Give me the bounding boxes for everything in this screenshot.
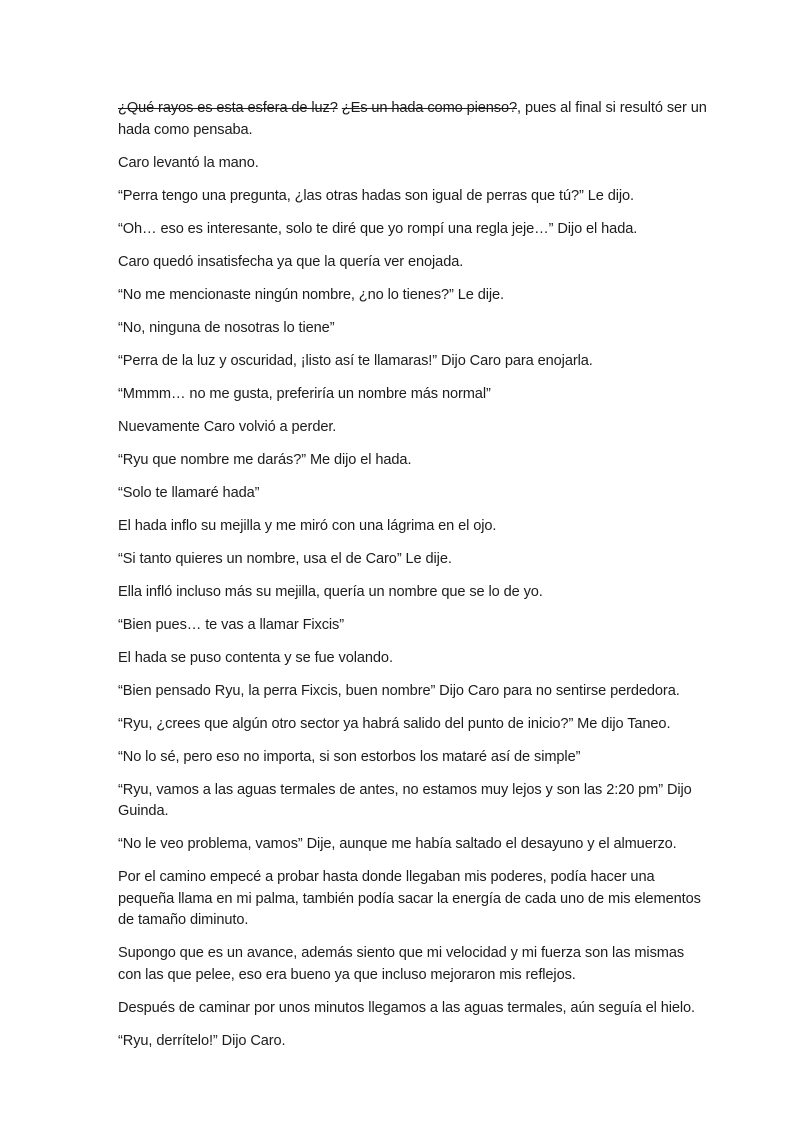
paragraph: “Bien pensado Ryu, la perra Fixcis, buen nombre” Dijo Caro para no sentirse perdedora.	[118, 682, 680, 699]
struck-question-2: ¿Es un hada como pienso?	[341, 100, 518, 116]
paragraph: “Perra tengo una pregunta, ¿las otras hadas son igual de perras que tú?” Le dijo.	[118, 187, 634, 204]
paragraph: “Mmmm… no me gusta, preferiría un nombre más normal”	[118, 385, 491, 402]
paragraph: El hada se puso contenta y se fue volando.	[118, 649, 393, 666]
paragraph-intro	[118, 98, 708, 141]
paragraph: “Ryu que nombre me darás?” Me dijo el hada.	[118, 451, 412, 468]
paragraph: Ella infló incluso más su mejilla, quería un nombre que se lo de yo.	[118, 583, 543, 600]
document-page	[118, 98, 708, 1064]
paragraph: “Perra de la luz y oscuridad, ¡listo así te llamaras!” Dijo Caro para enojarla.	[118, 352, 593, 369]
paragraph: “Bien pues… te vas a llamar Fixcis”	[118, 616, 345, 633]
paragraph: “No le veo problema, vamos” Dije, aunque me había saltado el desayuno y el almuerzo.	[118, 836, 677, 852]
paragraph: “Ryu, derrítelo!” Dijo Caro.	[118, 1032, 286, 1049]
paragraph: Nuevamente Caro volvió a perder.	[118, 418, 337, 435]
paragraph: Caro quedó insatisfecha ya que la quería ver enojada.	[118, 253, 464, 270]
paragraph: Por el camino empecé a probar hasta donde llegaban mis poderes, podía hacer una pequeña llama en mi palma, también podía sacar la energía de cada uno de mis elementos de tamaño diminuto.	[118, 869, 701, 928]
paragraph: “Ryu, vamos a las aguas termales de antes, no estamos muy lejos y son las 2:20 pm” Dijo Guinda.	[118, 781, 692, 819]
paragraph: “No me mencionaste ningún nombre, ¿no lo tienes?” Le dije.	[118, 286, 505, 303]
paragraph: “No, ninguna de nosotras lo tiene”	[118, 319, 335, 336]
paragraph: “Ryu, ¿crees que algún otro sector ya habrá salido del punto de inicio?” Me dijo Taneo.	[118, 715, 671, 732]
paragraph: Caro levantó la mano.	[118, 154, 259, 171]
paragraph-intro-rest: , pues al final si resultó ser un hada como pensaba.	[118, 100, 707, 138]
struck-question-1: ¿Qué rayos es esta esfera de luz?	[118, 100, 338, 116]
paragraph: El hada inflo su mejilla y me miró con una lágrima en el ojo.	[118, 517, 497, 534]
paragraph: “Solo te llamaré hada”	[118, 484, 260, 501]
paragraph: “Oh… eso es interesante, solo te diré que yo rompí una regla jeje…” Dijo el hada.	[118, 220, 638, 237]
paragraph: Después de caminar por unos minutos llegamos a las aguas termales, aún seguía el hielo.	[118, 999, 696, 1016]
paragraph: “No lo sé, pero eso no importa, si son estorbos los mataré así de simple”	[118, 748, 581, 765]
paragraph: Supongo que es un avance, además siento que mi velocidad y mi fuerza son las mismas con las que pelee, eso era bueno ya que incluso mejoraron mis reflejos.	[118, 945, 685, 983]
paragraph: “Si tanto quieres un nombre, usa el de Caro” Le dije.	[118, 550, 452, 567]
